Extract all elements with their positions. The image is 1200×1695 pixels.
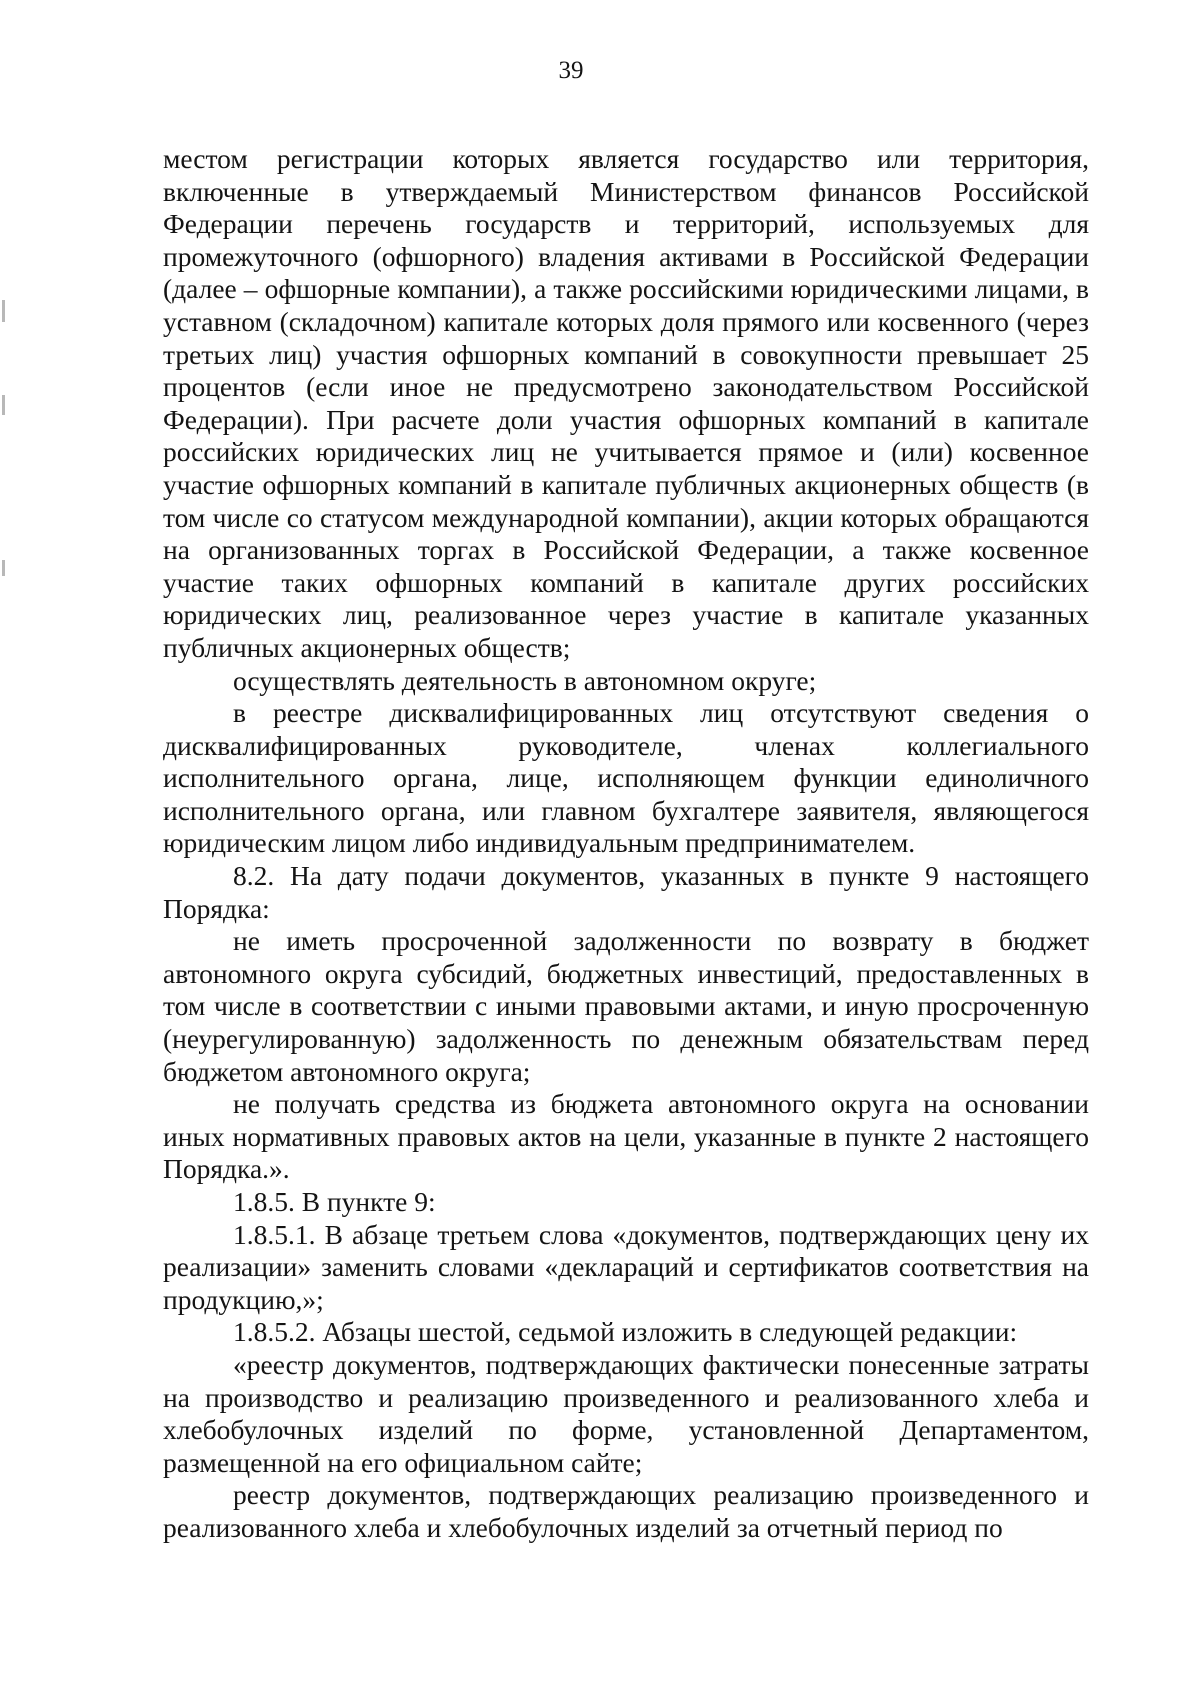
paragraph: 1.8.5. В пункте 9: — [233, 1186, 436, 1217]
paragraph: 8.2. На дату подачи документов, указанных в пункте 9 настоящего Порядка: — [163, 860, 1089, 924]
scan-margin-mark — [2, 300, 5, 322]
paragraph: местом регистрации которых является государство или территория, включенные в утверждаемый Министерством финансов Российской Федерации перечень государств и территорий, используемых для промежуточного (офшорного) владения активами в Российской Федерации (далее – офшорные компании), а также российскими юридическими лицами, в уставном (складочном) капитале которых доля прямого или косвенного (через третьих лиц) участия офшорных компаний в совокупности превышает 25 процентов (если иное не предусмотрено законодательством Российской Федерации). При расчете доли участия офшорных компаний в капитале российских юридических лиц не учитывается прямое и (или) косвенное участие офшорных компаний в капитале публичных акционерных обществ (в том числе со статусом международной компании), акции которых обращаются на организованных торгах в Российской Федерации, а также косвенное участие таких офшорных компаний в капитале других российских юридических лиц, реализованное через участие в капитале указанных публичных акционерных обществ; — [163, 143, 1089, 663]
paragraph: «реестр документов, подтверждающих фактически понесенные затраты на производство и реализацию произведенного и реализованного хлеба и хлебобулочных изделий по форме, установленной Департаментом, размещенной на его официальном сайте; — [163, 1348, 1089, 1478]
paragraph: осуществлять деятельность в автономном округе; — [233, 664, 817, 696]
paragraph: не получать средства из бюджета автономного округа на основании иных нормативных правовых актов на цели, указанные в пункте 2 настоящего Порядка.». — [163, 1088, 1089, 1185]
scan-margin-mark — [2, 395, 5, 415]
paragraph: не иметь просроченной задолженности по возврату в бюджет автономного округа субсидий, бюджетных инвестиций, предоставленных в том числе в соответствии с иными правовыми актами, и иную просроченную (неурегулированную) задолженность по денежным обязательствам перед бюджетом автономного округа; — [163, 925, 1089, 1087]
paragraph: 1.8.5.2. Абзацы шестой, седьмой изложить в следующей редакции: — [233, 1316, 1018, 1348]
scan-margin-mark — [2, 560, 5, 576]
paragraph: 1.8.5.1. В абзаце третьем слова «документов, подтверждающих цену их реализации» заменить словами «деклараций и сертификатов соответствия на продукцию,»; — [163, 1218, 1089, 1315]
page-number: 39 — [558, 57, 584, 84]
document-body — [163, 143, 1089, 1545]
paragraph: в реестре дисквалифицированных лиц отсутствуют сведения о дисквалифицированных руководителе, членах коллегиального исполнительного органа, лице, исполняющем функции единоличного исполнительного органа, или главном бухгалтере заявителя, являющегося юридическим лицом либо индивидуальным предпринимателем. — [163, 697, 1089, 859]
paragraph: реестр документов, подтверждающих реализацию произведенного и реализованного хлеба и хлебобулочных изделий за отчетный период по — [163, 1479, 1089, 1543]
